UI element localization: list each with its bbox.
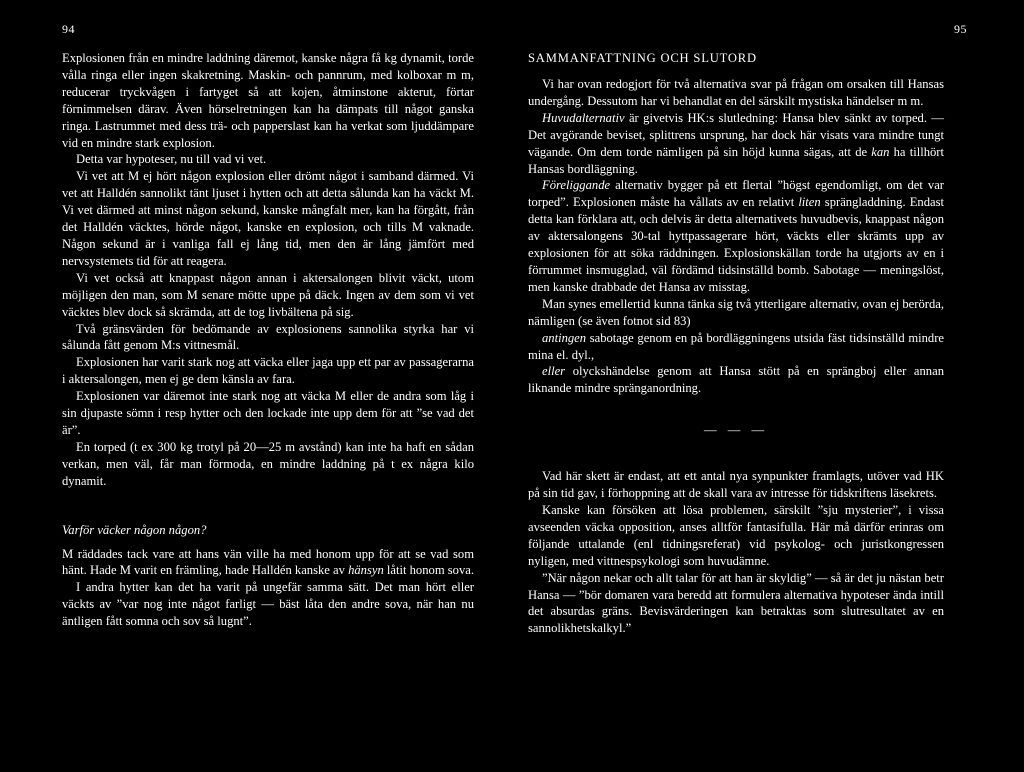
paragraph: Kanske kan försöken att lösa problemen, särskilt ”sju mysterier”, i vissa avseenden väcka opposition, anses alltför fantasifulla. Här må därför erinras om följande uttalande (enl tidningsreferat) vid psykolog- och juristkongressen nyligen, med vittnespsykologi som huvudämne.	[528, 503, 944, 568]
paragraph: Explosionen från en mindre laddning däremot, kanske några få kg dynamit, torde vålla ringa eller ingen skakretning. Maskin- och pannrum, med kolboxar m m, reducerar tryckvågen i fartyget så att kojen, åtminstone akterut, förtar förnimmelsen därav. Även hörselretningen kan ha dämpats till något ganska ringa. Lastrummet med dess trä- och papperslast kan ha verkat som ljuddämpare vid en mindre stark explosion.	[62, 51, 474, 150]
page-number-right: 95	[954, 22, 967, 36]
paragraph: I andra hytter kan det ha varit på ungefär samma sätt. Det man hört eller väckts av ”var nog inte något farligt — bäst låta den andre sova, när han nu äntligen fått somna och sov så lugnt”.	[62, 580, 474, 629]
right-page-column	[528, 50, 944, 637]
paragraph: Vi har ovan redogjort för två alternativa svar på frågan om orsaken till Hansas undergång. Dessutom har vi behandlat en del särskilt mystiska händelser m m.	[528, 77, 944, 108]
section-subheading: Varför väcker någon någon?	[62, 522, 207, 537]
left-page-column	[62, 50, 474, 630]
section-heading: SAMMANFATTNING OCH SLUTORD	[528, 51, 757, 65]
paragraph: eller olyckshändelse genom att Hansa stött på en sprängboj eller annan liknande mindre spränganordning.	[528, 364, 944, 396]
paragraph: Explosionen har varit stark nog att väcka eller jaga upp ett par av passagerarna i aktersalongen, men ej ge dem känsla av fara.	[62, 355, 474, 387]
paragraph: Huvudalternativ är givetvis HK:s slutledning: Hansa blev sänkt av torped. — Det avgörande beviset, splittrens ursprung, har dock här visats vara mindre tungt vägande. Om dem torde nämligen på sin höjd kunna sägas, att de kan ha tillhört Hansas bordläggning.	[528, 110, 944, 176]
paragraph: Vi vet att M ej hört någon explosion eller drömt något i samband därmed. Vi vet att Halldén sannolikt tänt ljuset i hytten och att detta sålunda kan ha väckt M. Vi vet därmed att minst någon sekund, kanske mångfalt mer, kan ha förgått, från det Halldén väcktes, hörde något, kanske en explosion, och tills M vaknade. Någon sekund är i vanliga fall ej lång tid, men den är lång jämfört med nervsystemets tid för att reagera.	[62, 169, 474, 268]
paragraph: Detta var hypoteser, nu till vad vi vet.	[76, 152, 267, 167]
paragraph: ”När någon nekar och allt talar för att han är skyldig” — så är det ju nästan betr Hansa — ”bör domaren vara beredd att formulera alternativa hypoteser ända intill det absurdas gräns. Bevisvärderingen kan betraktas som slutresultatet av en sannolikhetskalkyl.”	[528, 570, 944, 636]
paragraph: Föreliggande alternativ bygger på ett flertal ”högst egendomligt, om det var torped”. Explosionen måste ha vållats av en relativt liten sprängladdning. Endast detta kan förklara att, och delvis är detta alternativets huvudbevis, knappast någon av aktersalongens 30-tal hyttpassagerare hört, väckts eller skrämts upp av explosionen för att söka räddningen. Explosionskällan torde ha utgjorts av en i förrummet insmugglad, väl fördämd tidsinställd bomb. Sabotage — meningslöst, men kanske drabbade det Hansa av misstag.	[528, 178, 944, 294]
paragraph: En torped (t ex 300 kg trotyl på 20—25 m avstånd) kan inte ha haft en sådan verkan, men väl, får man förmoda, en mindre laddning på t ex några kilo dynamit.	[62, 439, 474, 488]
paragraph: Man synes emellertid kunna tänka sig två ytterligare alternativ, ovan ej berörda, nämligen (se även fotnot sid 83)	[528, 296, 944, 328]
paragraph: antingen sabotage genom en på bordläggningens utsida fäst tidsinställd mindre mina el. dyl.,	[528, 330, 944, 362]
page-number-left: 94	[62, 22, 75, 36]
paragraph: Explosionen var däremot inte stark nog att väcka M eller de andra som låg i sin djupaste sömn i resp hytter och den lockade inte upp dem för att ”se vad det är”.	[62, 389, 474, 437]
paragraph: M räddades tack vare att hans vän ville ha med honom upp för att se vad som hänt. Hade M varit en främling, hade Halldén kanske av hänsyn låtit honom sova.	[62, 546, 474, 578]
paragraph: Vad här skett är endast, att ett antal nya synpunkter framlagts, utöver vad HK på sin tid gav, i förhoppning att de skall vara av intresse för tidskriftens läsekrets.	[528, 469, 944, 501]
paragraph: Vi vet också att knappast någon annan i aktersalongen blivit väckt, utom möjligen den man, som M senare mötte uppe på däck. Ingen av dem som vi vet väcktes blev dock så skrämda, att de tog livbältena på sig.	[62, 270, 474, 319]
paragraph: Två gränsvärden för bedömande av explosionens sannolika styrka har vi sålunda fått genom M:s vittnesmål.	[62, 321, 474, 353]
section-divider: — — —	[703, 423, 769, 438]
